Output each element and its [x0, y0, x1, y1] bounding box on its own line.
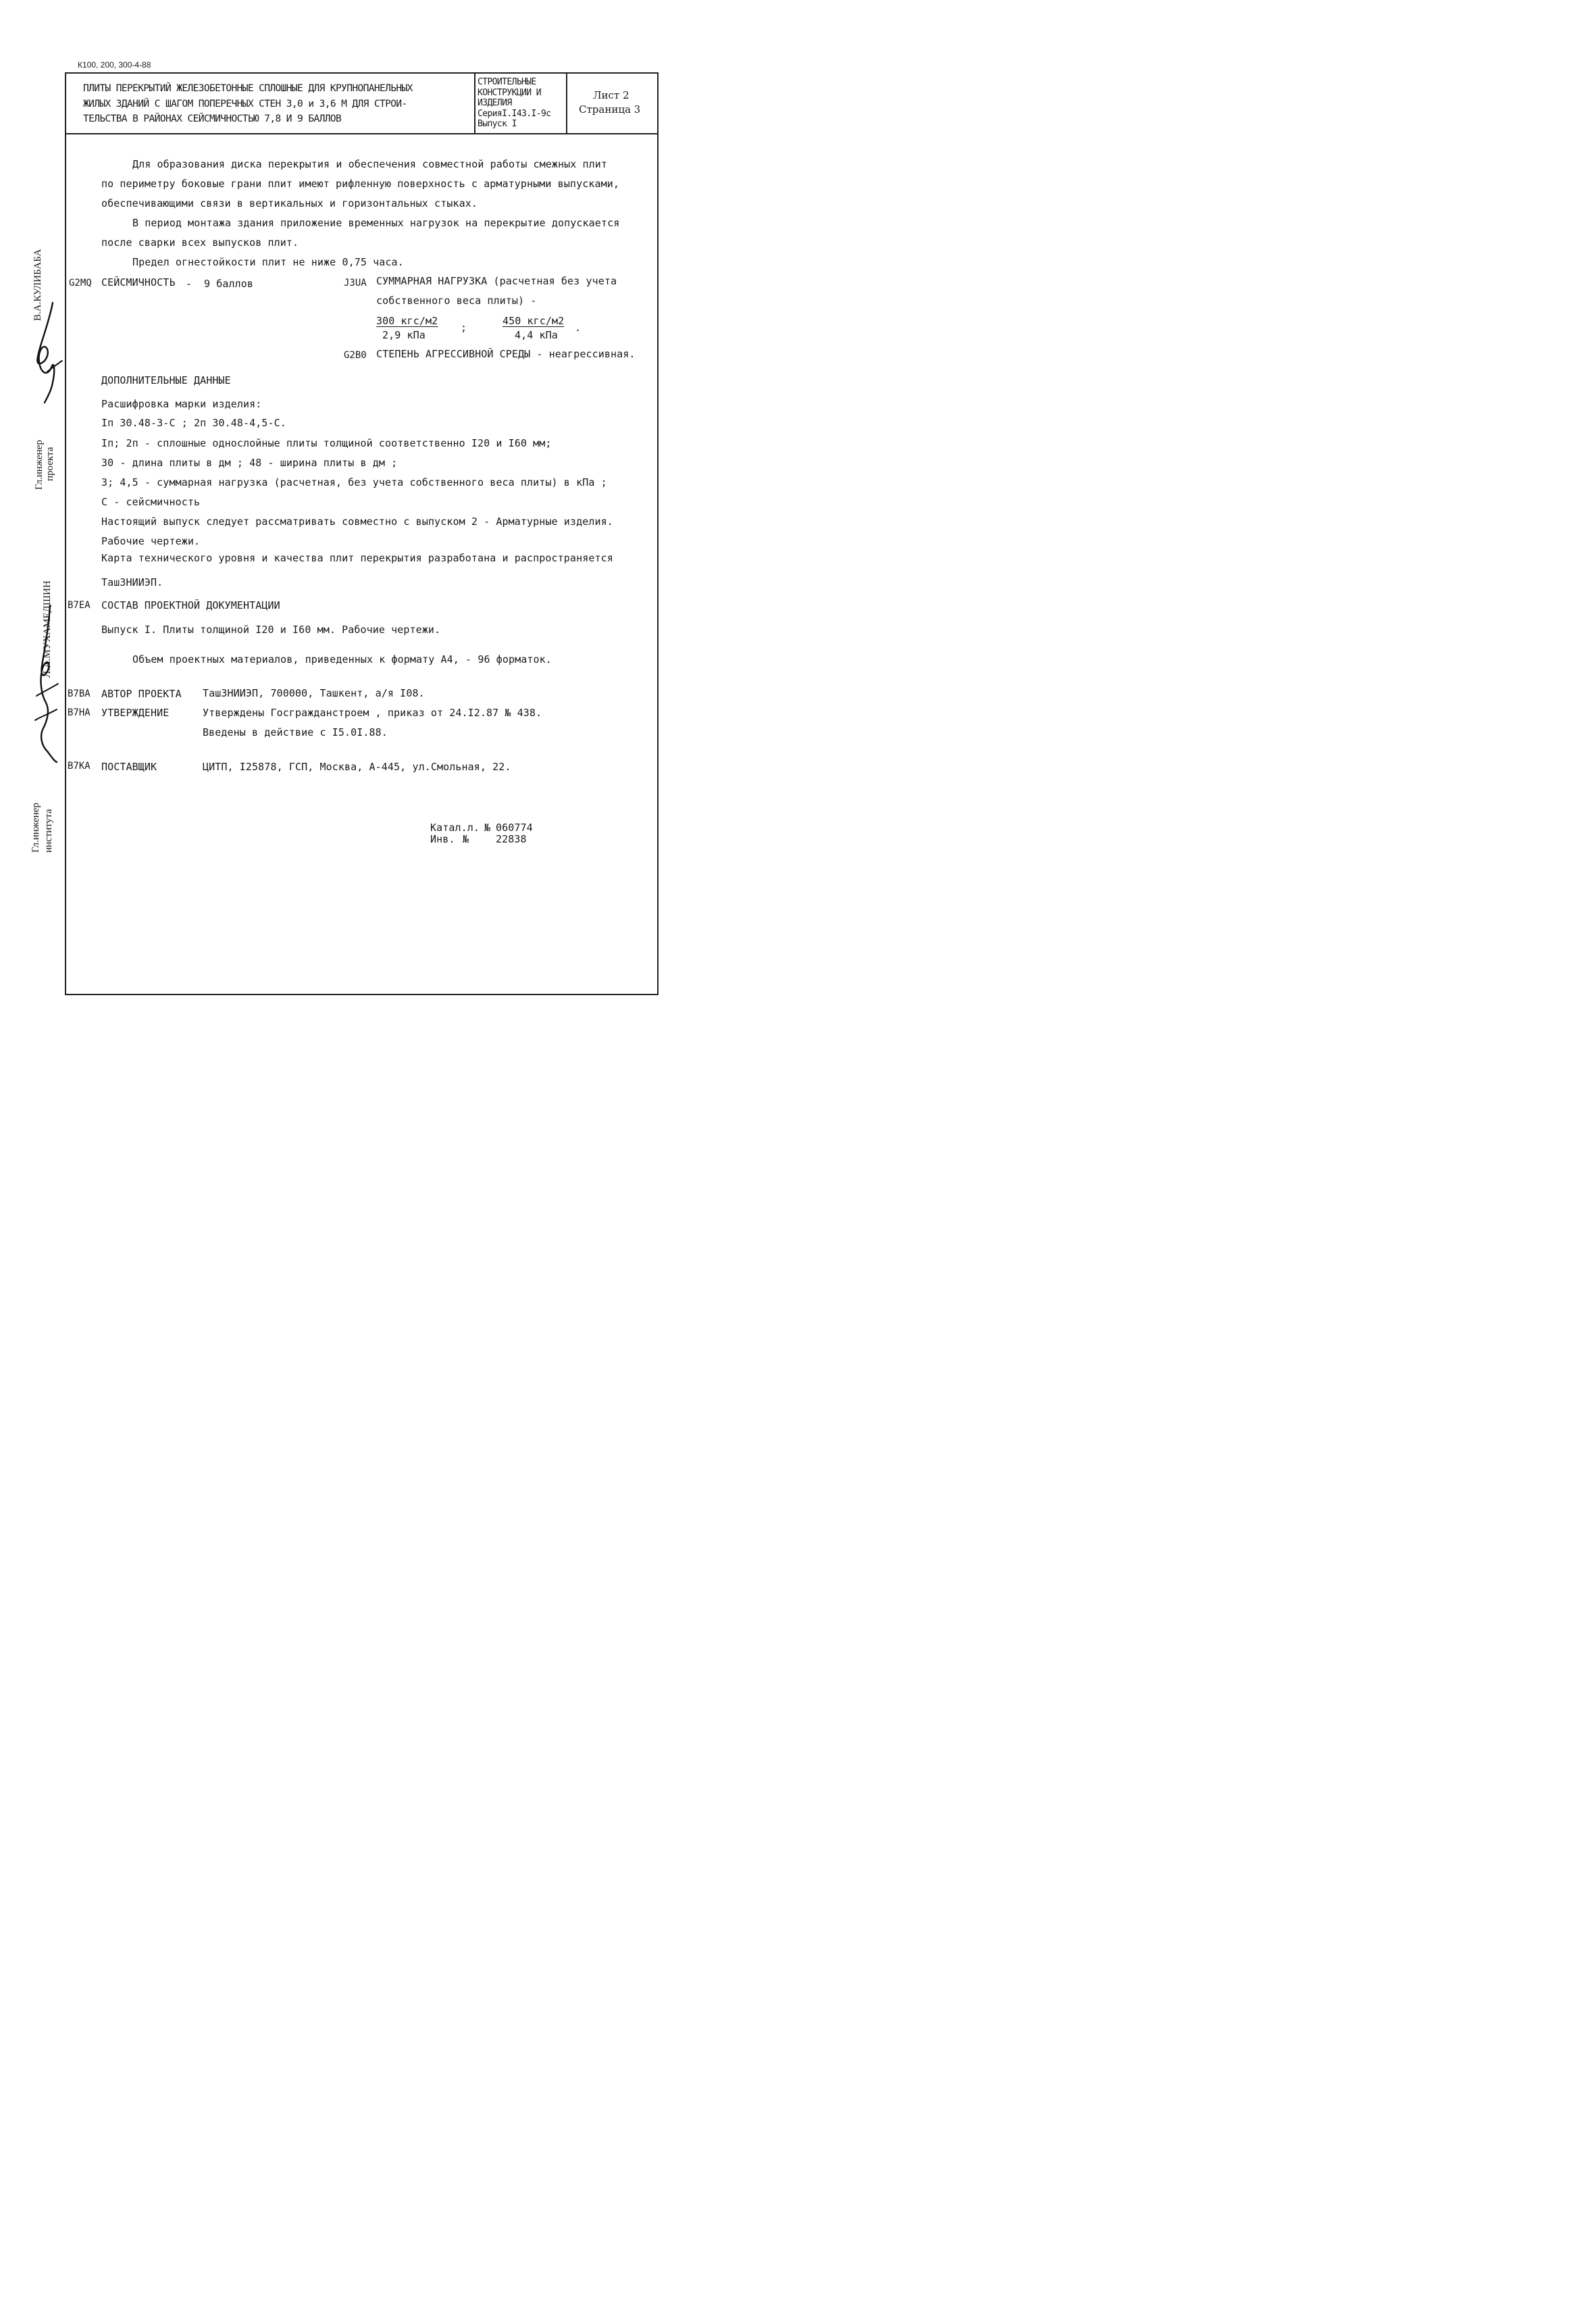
header-title	[83, 81, 413, 127]
intro-paragraph-2-line-1: В период монтажа здания приложение временных нагрузок на перекрытие допускается	[132, 217, 620, 229]
additional-line-3: Iп; 2п - сплошные однослойные плиты толщиной соответственно I20 и I60 мм;	[101, 437, 552, 449]
load-value-1-kpa: 2,9 кПа	[382, 329, 426, 341]
title-line: ПЛИТЫ ПЕРЕКРЫТИЙ ЖЕЛЕЗОБЕТОННЫЕ СПЛОШНЫЕ ДЛЯ КРУПНОПАНЕЛЬНЫХ	[83, 83, 413, 94]
field-code: B7EA	[68, 600, 91, 611]
seismic-label: СЕЙСМИЧНОСТЬ	[101, 276, 176, 288]
intro-paragraph-2-line-2: после сварки всех выпусков плит.	[101, 236, 299, 249]
margin-role-2-line-1: Гл.инженер	[30, 803, 41, 853]
intro-paragraph-1-line-2: по периметру боковые грани плит имеют рифленную поверхность с арматурными выпусками,	[101, 178, 619, 190]
margin-role-1-line-1: Гл.инженер	[34, 440, 45, 490]
composition-line-2: Объем проектных материалов, приведенных к формату А4, - 96 форматок.	[132, 653, 552, 665]
approval-label: УТВЕРЖДЕНИЕ	[101, 707, 170, 719]
intro-paragraph-1-line-1: Для образования диска перекрытия и обеспечения совместной работы смежных плит	[132, 158, 608, 170]
additional-title: ДОПОЛНИТЕЛЬНЫЕ ДАННЫЕ	[101, 374, 231, 386]
load-value-2-kpa: 4,4 кПа	[515, 329, 558, 341]
page-number: Страница 3	[579, 103, 641, 116]
frame-bottom	[65, 994, 659, 995]
author-label: АВТОР ПРОЕКТА	[101, 688, 182, 700]
additional-line-8: Рабочие чертежи.	[101, 535, 201, 547]
seismic-value: 9 баллов	[204, 278, 254, 290]
load-label-line-1: СУММАРНАЯ НАГРУЗКА (расчетная без учета	[376, 275, 617, 287]
category-line: ИЗДЕЛИЯ	[478, 98, 512, 108]
field-code: G2B0	[344, 350, 367, 361]
inventory-label: Инв.	[430, 833, 455, 845]
frame-top	[65, 72, 659, 74]
intro-paragraph-1-line-3: обеспечивающими связи в вертикальных и горизонтальных стыках.	[101, 197, 478, 209]
load-value-1: 300 кгс/м2	[376, 315, 438, 327]
composition-title: СОСТАВ ПРОЕКТНОЙ ДОКУМЕНТАЦИИ	[101, 599, 280, 611]
additional-line-1: Расшифровка марки изделия:	[101, 398, 262, 410]
category-line: СТРОИТЕЛЬНЫЕ	[478, 77, 536, 87]
header-column-divider-2	[566, 72, 567, 134]
header-category	[478, 77, 550, 130]
load-label-line-2: собственного веса плиты) -	[376, 295, 537, 307]
additional-line-10: ТашЗНИИЭП.	[101, 576, 163, 588]
margin-name-1: В.А.КУЛИБАБА	[32, 249, 43, 321]
load-value-2: 450 кгс/м2	[503, 315, 565, 327]
additional-line-5: 3; 4,5 - суммарная нагрузка (расчетная, без учета собственного веса плиты) в кПа ;	[101, 476, 607, 488]
field-code: B7KA	[68, 761, 91, 772]
load-separator: ;	[461, 322, 467, 334]
title-line: ТЕЛЬСТВА В РАЙОНАХ СЕЙСМИЧНОСТЬЮ 7,8 И 9 БАЛЛОВ	[83, 114, 342, 124]
additional-line-9: Карта технического уровня и качества плит перекрытия разработана и распространяется	[101, 552, 613, 564]
inventory-number: 22838	[496, 833, 527, 845]
document-code: К100, 200, 300-4-88	[78, 60, 151, 70]
seismic-dash: -	[186, 278, 192, 290]
header-divider	[65, 133, 659, 134]
margin-name-2: Л.А.МУХАМЕДШИН	[42, 580, 53, 678]
catalog-number: 060774	[496, 822, 533, 834]
issue-line: Выпуск I	[478, 119, 517, 129]
catalog-label: Катал.л.	[430, 822, 480, 834]
inventory-number-sign: №	[463, 833, 469, 845]
catalog-number-sign: №	[484, 822, 491, 834]
author-value: ТашЗНИИЭП, 700000, Ташкент, а/я I08.	[203, 687, 425, 699]
intro-paragraph-3: Предел огнестойкости плит не ниже 0,75 часа.	[132, 256, 404, 268]
load-end: .	[575, 322, 582, 334]
frame-left	[65, 72, 66, 995]
category-line: КОНСТРУКЦИИ И	[478, 87, 541, 98]
additional-line-4: 30 - длина плиты в дм ; 48 - ширина плиты в дм ;	[101, 457, 398, 469]
approval-line-2: Введены в действие с I5.0I.88.	[203, 726, 388, 738]
margin-role-1-line-2: проекта	[45, 447, 55, 481]
aggressive-text: СТЕПЕНЬ АГРЕССИВНОЙ СРЕДЫ - неагрессивная.	[376, 348, 636, 360]
title-line: ЖИЛЫХ ЗДАНИЙ С ШАГОМ ПОПЕРЕЧНЫХ СТЕН 3,0 и 3,6 М ДЛЯ СТРОИ-	[83, 98, 407, 109]
field-code: B7HA	[68, 707, 91, 718]
field-code: J3UA	[344, 278, 367, 288]
frame-right	[657, 72, 659, 995]
field-code: G2MQ	[69, 278, 92, 288]
additional-line-7: Настоящий выпуск следует рассматривать совместно с выпуском 2 - Арматурные изделия.	[101, 515, 613, 528]
approval-line-1: Утверждены Госгражданстроем , приказ от 24.I2.87 № 438.	[203, 707, 542, 719]
sheet-number: Лист 2	[593, 89, 629, 101]
composition-line-1: Выпуск I. Плиты толщиной I20 и I60 мм. Рабочие чертежи.	[101, 624, 441, 636]
margin-role-2-line-2: института	[43, 809, 54, 853]
series-line: СерияI.I43.I-9c	[478, 108, 551, 119]
additional-line-2: Iп 30.48-3-С ; 2п 30.48-4,5-С.	[101, 417, 286, 429]
field-code: B7BA	[68, 688, 91, 699]
supplier-value: ЦИТП, I25878, ГСП, Москва, А-445, ул.Смольная, 22.	[203, 761, 511, 773]
additional-line-6: С - сейсмичность	[101, 496, 201, 508]
signature-mukhamedshin	[20, 601, 68, 763]
supplier-label: ПОСТАВЩИК	[101, 761, 157, 773]
signature-kulibaba	[20, 297, 68, 405]
header-column-divider-1	[474, 72, 475, 134]
